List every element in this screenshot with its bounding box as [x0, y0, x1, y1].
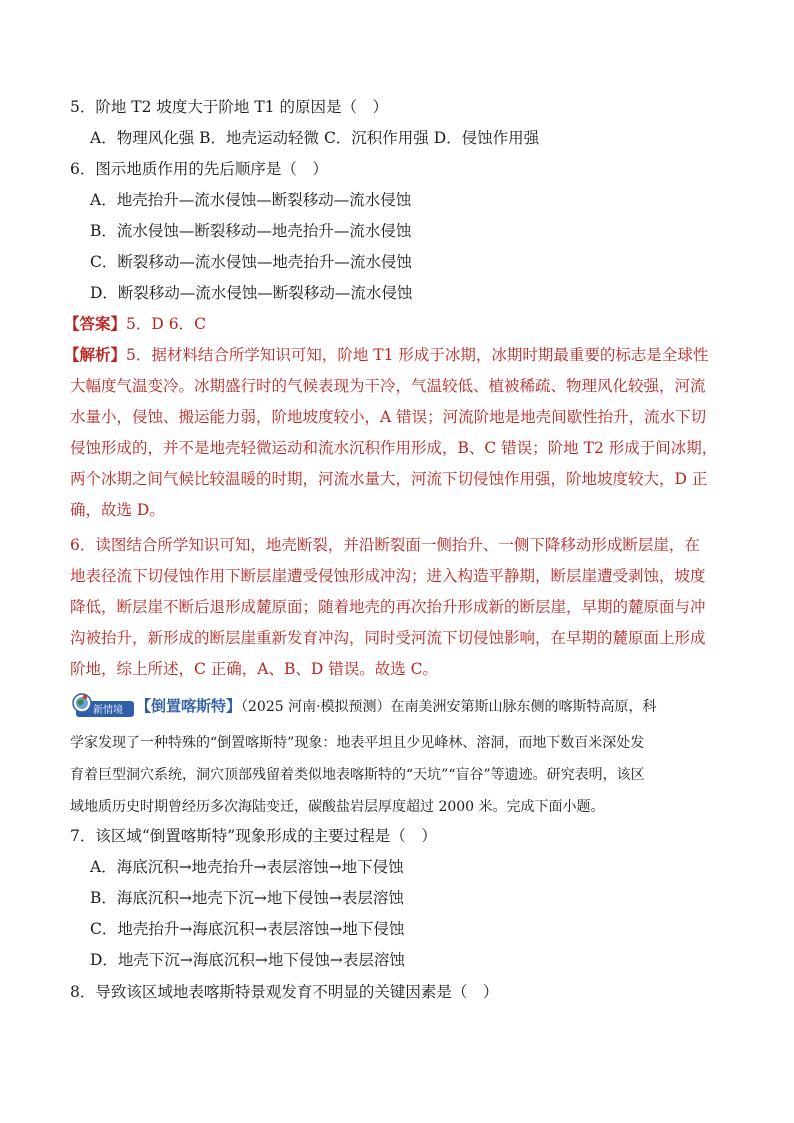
question-7-option-b: B．海底沉积→地壳下沉→地下侵蚀→表层溶蚀: [90, 889, 404, 907]
answer-line: [64, 314, 206, 334]
question-7-stem: 7．该区域“倒置喀斯特”现象形成的主要过程是（ ）: [70, 827, 437, 845]
scenario-line-1: （2025 河南·模拟预测）在南美洲安第斯山脉东侧的喀斯特高原，科: [241, 699, 657, 715]
question-7-option-d: D．地壳下沉→海底沉积→地下侵蚀→表层溶蚀: [90, 951, 405, 969]
question-5-stem: 5．阶地 T2 坡度大于阶地 T1 的原因是（ ）: [70, 98, 388, 116]
analysis-line-5: 两个冰期之间气候比较温暖的时期，河流水量大，河流下切侵蚀作用强，阶地坡度较大，D 正: [70, 470, 708, 488]
analysis-line-1: [64, 345, 708, 365]
scenario-line-2: 学家发现了一种特殊的“倒置喀斯特”现象：地表平坦且少见峰林、溶洞，而地下数百米深处发: [70, 735, 645, 751]
analysis-label: 【解析】: [64, 345, 127, 364]
new-scenario-badge: [70, 693, 136, 719]
analysis-line-4: 侵蚀形成的，并不是地壳轻微运动和流水沉积作用形成，B、C 错误；阶地 T2 形成于间冰期，: [70, 439, 718, 457]
analysis-line-2: 大幅度气温变冷。冰期盛行时的气候表现为干冷，气温较低、植被稀疏、物理风化较强，河流: [70, 377, 706, 395]
question-8-stem: 8．导致该区域地表喀斯特景观发育不明显的关键因素是（ ）: [70, 983, 499, 1001]
analysis-line-7: 6．读图结合所学知识可知，地壳断裂，并沿断裂面一侧抬升、一侧下降移动形成断层崖，在: [70, 536, 700, 554]
analysis-line-11: 阶地，综上所述，C 正确，A、B、D 错误。故选 C。: [70, 660, 439, 678]
globe-badge-icon: [70, 693, 136, 719]
badge-label: 新情境: [93, 705, 123, 716]
scenario-title: 【倒置喀斯特】: [136, 697, 242, 715]
question-6-option-b: B．流水侵蚀—断裂移动—地壳抬升—流水侵蚀: [90, 222, 412, 240]
analysis-line-8: 地表径流下切侵蚀作用下断层崖遭受侵蚀形成冲沟；进入构造平静期，断层崖遭受剥蚀，坡度: [70, 567, 706, 585]
scenario-line-3: 育着巨型洞穴系统，洞穴顶部残留着类似地表喀斯特的“天坑”“盲谷”等遗迹。研究表明，该区: [70, 767, 645, 783]
analysis-line-9: 降低，断层崖不断后退形成麓原面；随着地壳的再次抬升形成新的断层崖，早期的麓原面与冲: [70, 598, 706, 616]
analysis-line-6: 确，故选 D。: [70, 501, 165, 519]
analysis-line-3: 水量小，侵蚀、搬运能力弱，阶地坡度较小，A 错误；河流阶地是地壳间歇性抬升，流水下切: [70, 408, 707, 426]
question-6-stem: 6．图示地质作用的先后顺序是（ ）: [70, 160, 328, 178]
scenario-title-line: [136, 696, 657, 717]
scenario-line-4: 域地质历史时期曾经历多次海陆变迁，碳酸盐岩层厚度超过 2000 米。完成下面小题。: [70, 799, 605, 815]
question-6-option-a: A．地壳抬升—流水侵蚀—断裂移动—流水侵蚀: [90, 191, 412, 209]
question-7-option-c: C．地壳抬升→海底沉积→表层溶蚀→地下侵蚀: [90, 920, 405, 938]
answer-text: 5．D 6．C: [126, 315, 206, 333]
answer-label: 【答案】: [64, 314, 127, 333]
analysis-line-10: 沟被抬升，新形成的断层崖重新发育冲沟，同时受河流下切侵蚀影响，在早期的麓原面上形成: [70, 629, 706, 647]
analysis-text: 5．据材料结合所学知识可知，阶地 T1 形成于冰期，冰期时期最重要的标志是全球性: [126, 346, 709, 364]
question-6-option-c: C．断裂移动—流水侵蚀—地壳抬升—流水侵蚀: [90, 253, 412, 271]
question-7-option-a: A．海底沉积→地壳抬升→表层溶蚀→地下侵蚀: [90, 858, 404, 876]
question-6-option-d: D．断裂移动—流水侵蚀—断裂移动—流水侵蚀: [90, 284, 413, 302]
question-5-options: A．物理风化强 B．地壳运动轻微 C．沉积作用强 D．侵蚀作用强: [90, 129, 540, 147]
